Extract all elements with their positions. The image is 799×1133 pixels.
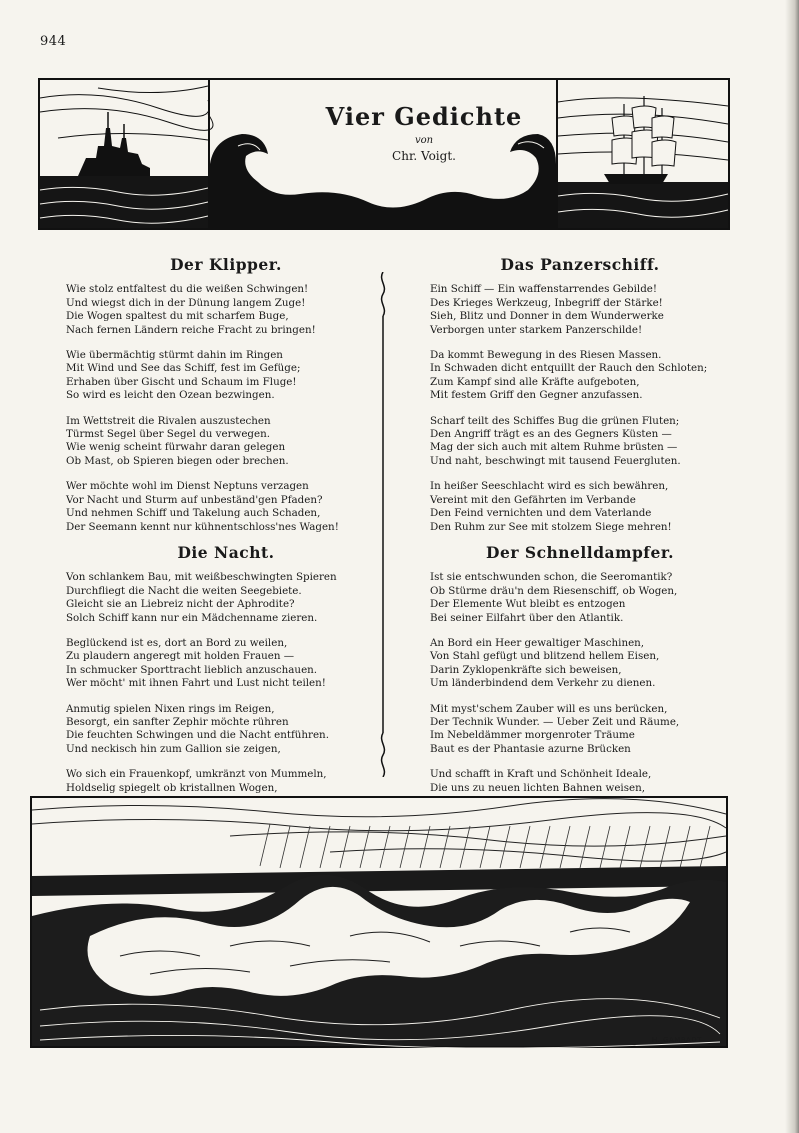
verse-line: Den Feind vernichten und dem Vaterlande <box>430 507 652 520</box>
verse-line: Verborgen unter starkem Panzerschilde! <box>430 323 643 336</box>
verse-line: Gleicht sie an Liebreiz nicht der Aphrodite? <box>66 598 295 611</box>
verse-line: Beglückend ist es, dort an Bord zu weilen, <box>66 636 288 649</box>
page-binding-shadow <box>785 0 799 1133</box>
poem-der-klipper <box>66 255 386 534</box>
verse-line: Vereint mit den Gefährten im Verbande <box>430 493 636 506</box>
verse-line: Den Ruhm zur See mit stolzem Siege mehren! <box>430 520 672 533</box>
stanza <box>430 571 730 625</box>
verse-line: An Bord ein Heer gewaltiger Maschinen, <box>430 636 645 649</box>
verse-line: Wie wenig scheint fürwahr daran gelegen <box>66 441 286 454</box>
verse-line: Ob Stürme dräu'n dem Riesenschiff, ob Wogen, <box>430 584 678 597</box>
verse-line: Wer möcht' mit ihnen Fahrt und Lust nicht teilen! <box>66 677 326 690</box>
left-column <box>66 255 386 834</box>
verse-line: Der Technik Wunder. — Ueber Zeit und Räume, <box>430 715 680 728</box>
stanza <box>430 349 730 403</box>
verse-line: Bei seiner Eilfahrt über den Atlantik. <box>430 611 624 624</box>
stanza <box>430 415 730 469</box>
poem-title: Die Nacht. <box>177 542 275 562</box>
stanza <box>66 283 386 337</box>
sea-illustration <box>30 796 728 1048</box>
verse-line: Die uns zu neuen lichten Bahnen weisen, <box>430 781 645 794</box>
verse-line: Mag der sich auch mit altem Ruhme brüsten — <box>430 441 678 454</box>
stanza <box>66 637 386 691</box>
stanza <box>430 703 730 757</box>
poem-title: Das Panzerschiff. <box>500 255 660 274</box>
verse-line: Türmst Segel über Segel du verwegen. <box>66 428 271 441</box>
page-number: 944 <box>40 34 67 49</box>
stanza <box>66 480 386 534</box>
poem-title: Der Klipper. <box>170 255 282 274</box>
verse-line: Solch Schiff kann nur ein Mädchenname zieren. <box>66 611 318 624</box>
verse-line: Durchfliegt die Nacht die weiten Seegebiete. <box>66 584 302 597</box>
verse-line: Wer möchte wohl im Dienst Neptuns verzagen <box>66 480 309 493</box>
verse-line: Anmutig spielen Nixen rings im Reigen, <box>66 702 275 715</box>
verse-line: Der Seemann kennt nur kühnentschloss'nes Wagen! <box>66 520 339 533</box>
verse-line: Wie stolz entfaltest du die weißen Schwingen! <box>66 283 309 296</box>
stanza <box>66 703 386 757</box>
poem-die-nacht <box>66 542 386 822</box>
verse-line: Im Wettstreit die Rivalen auszustechen <box>66 414 271 427</box>
verse-line: Mit festem Griff den Gegner anzufassen. <box>430 389 643 402</box>
verse-line: Und wiegst dich in der Dünung langem Zuge! <box>66 296 306 309</box>
stanza <box>66 571 386 625</box>
verse-line: Und nehmen Schiff und Takelung auch Schaden, <box>66 507 321 520</box>
verse-line: Erhaben über Gischt und Schaum im Fluge! <box>66 375 297 388</box>
stanza <box>430 480 730 534</box>
verse-line: Den Angriff trägt es an des Gegners Küsten — <box>430 428 672 441</box>
verse-line: Mit myst'schem Zauber will es uns berücken, <box>430 702 668 715</box>
verse-line: Da kommt Bewegung in des Riesen Massen. <box>430 349 662 362</box>
verse-line: Nach fernen Ländern reiche Fracht zu bringen! <box>66 323 316 336</box>
verse-line: Wie übermächtig stürmt dahin im Ringen <box>66 349 283 362</box>
stanza <box>430 637 730 691</box>
column-divider-ornament <box>374 272 392 777</box>
battleship-panel <box>40 80 213 228</box>
poem-das-panzerschiff <box>430 255 730 534</box>
verse-line: Sieh, Blitz und Donner in dem Wunderwerke <box>430 310 664 323</box>
header-banner <box>38 78 730 230</box>
collection-title: Vier Gedichte <box>325 102 523 131</box>
verse-line: Und schafft in Kraft und Schönheit Ideale, <box>430 768 652 781</box>
verse-line: Wo sich ein Frauenkopf, umkränzt von Mummeln, <box>66 768 327 781</box>
verse-line: Vor Nacht und Sturm auf unbeständ'gen Pfaden? <box>66 493 323 506</box>
verse-line: Im Nebeldämmer morgenroter Träume <box>430 729 635 742</box>
verse-line: Die feuchten Schwingen und die Nacht entführen. <box>66 729 329 742</box>
verse-line: Ob Mast, ob Spieren biegen oder brechen. <box>66 454 289 467</box>
verse-line: Von schlankem Bau, mit weißbeschwingten Spieren <box>66 571 337 584</box>
verse-line: Ist sie entschwunden schon, die Seeromantik? <box>430 571 673 584</box>
byline-von: von <box>414 135 434 146</box>
verse-line: Holdselig spiegelt ob kristallnen Wogen, <box>66 781 278 794</box>
stanza <box>66 349 386 403</box>
verse-line: Zum Kampf sind alle Kräfte aufgeboten, <box>430 375 640 388</box>
verse-line: In heißer Seeschlacht wird es sich bewähren, <box>430 480 669 493</box>
verse-line: In schmucker Sporttracht lieblich anzuschauen. <box>66 663 318 676</box>
stanza <box>66 415 386 469</box>
poem-der-schnelldampfer <box>430 542 730 822</box>
verse-line: Zu plaudern angeregt mit holden Frauen — <box>66 650 295 663</box>
artist-signature: H. GAMRADT <box>652 1036 702 1044</box>
verse-line: Mit Wind und See das Schiff, fest im Gefüge; <box>66 362 301 375</box>
verse-line: So wird es leicht den Ozean bezwingen. <box>66 389 275 402</box>
verse-line: Darin Zyklopenkräfte sich beweisen, <box>430 663 622 676</box>
verse-line: Baut es der Phantasie azurne Brücken <box>430 742 631 755</box>
header-title-block <box>248 88 600 163</box>
verse-line: Der Elemente Wut bleibt es entzogen <box>430 598 626 611</box>
verse-line: Ein Schiff — Ein waffenstarrendes Gebilde! <box>430 283 658 296</box>
verse-line: Des Krieges Werkzeug, Inbegriff der Stärke! <box>430 296 663 309</box>
stanza <box>430 283 730 337</box>
verse-line: Von Stahl gefügt und blitzend hellem Eisen, <box>430 650 660 663</box>
verse-line: In Schwaden dicht entquillt der Rauch den Schloten; <box>430 362 708 375</box>
verse-line: Um länderbindend dem Verkehr zu dienen. <box>430 677 656 690</box>
author-name: Chr. Voigt. <box>392 149 456 163</box>
right-column <box>430 255 730 834</box>
verse-line: Scharf teilt des Schiffes Bug die grünen Fluten; <box>430 414 680 427</box>
verse-line: Die Wogen spaltest du mit scharfem Buge, <box>66 310 289 323</box>
verse-line: Und neckisch hin zum Gallion sie zeigen, <box>66 742 281 755</box>
verse-line: Und naht, beschwingt mit tausend Feuergluten. <box>430 454 681 467</box>
verse-line: Besorgt, ein sanfter Zephir möchte rühren <box>66 715 289 728</box>
sea-waves-drawing <box>30 796 728 1048</box>
poem-title: Der Schnelldampfer. <box>486 542 674 562</box>
